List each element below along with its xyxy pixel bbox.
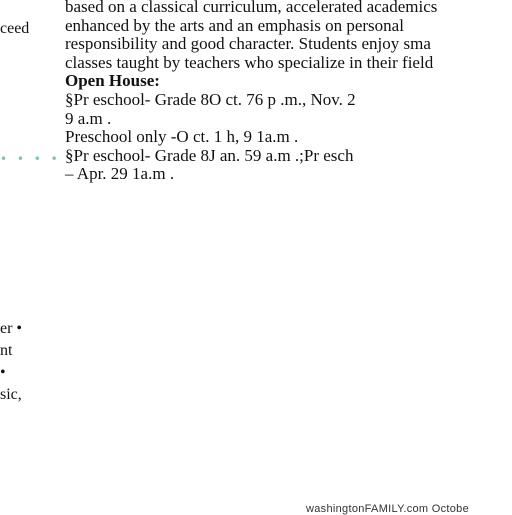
column-fragment: sic, — [0, 386, 22, 403]
article-column — [65, 0, 512, 184]
divider-dots: • • • • — [0, 152, 61, 166]
column-fragment: ceed — [0, 20, 30, 37]
column-fragment: er • — [0, 320, 23, 337]
open-house-line: §Pr eschool- Grade 8J an. 59 a.m .;Pr esch — [65, 145, 354, 165]
body-line: enhanced by the arts and an emphasis on personal — [65, 15, 404, 35]
open-house-heading: Open House: — [65, 71, 160, 91]
body-line: classes taught by teachers who specialize in their field — [65, 52, 434, 72]
column-fragment: nt — [0, 342, 13, 359]
open-house-line: – Apr. 29 1a.m . — [65, 164, 175, 184]
body-line: based on a classical curriculum, accelerated academics — [65, 0, 438, 16]
page-footer: washingtonFAMILY.com Octobe — [306, 503, 469, 515]
open-house-line: Preschool only -O ct. 1 h, 9 1a.m . — [65, 127, 299, 147]
open-house-line: 9 a.m . — [65, 108, 112, 128]
previous-column-fragments — [0, 0, 50, 512]
body-line: responsibility and good character. Students enjoy sma — [65, 34, 431, 54]
column-fragment: • — [0, 364, 6, 381]
open-house-line: §Pr eschool- Grade 8O ct. 76 p .m., Nov. 2 — [65, 89, 356, 109]
